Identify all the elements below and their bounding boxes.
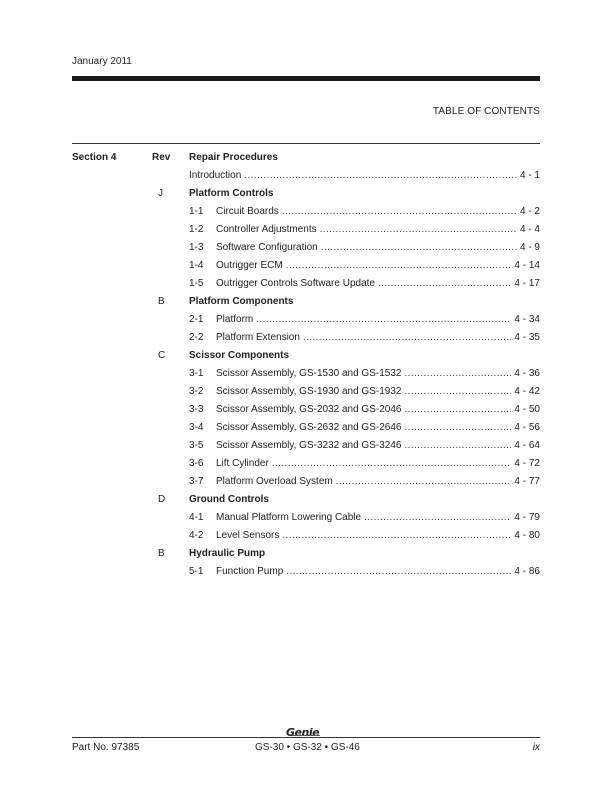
dot-leader (320, 224, 517, 236)
entry-title: Introduction (189, 170, 242, 181)
dot-leader (286, 260, 512, 272)
dot-leader (404, 440, 511, 452)
group-title: Hydraulic Pump (189, 548, 266, 559)
dot-leader (244, 170, 517, 182)
entry-number: 2-2 (189, 332, 204, 343)
toc-entry (152, 206, 540, 224)
entry-title: Platform Overload System (216, 476, 333, 487)
entry-number: 5-1 (189, 566, 204, 577)
group-title: Platform Controls (189, 188, 274, 199)
entry-number: 1-4 (189, 260, 204, 271)
group-title: Platform Components (189, 296, 294, 307)
group-title: Scissor Components (189, 350, 290, 361)
entry-page: 4 - 36 (514, 368, 540, 379)
section-label: Section 4 (72, 152, 117, 163)
entry-line (216, 332, 540, 344)
entry-number: 1-3 (189, 242, 204, 253)
entry-title: Lift Cylinder (216, 458, 269, 469)
toc-entry (152, 332, 540, 350)
entry-line (216, 566, 540, 578)
toc-group-heading (152, 296, 540, 314)
entry-page: 4 - 1 (519, 170, 540, 181)
toc-entry (152, 314, 540, 332)
revision-letter: B (158, 296, 165, 307)
page-title: TABLE OF CONTENTS (432, 106, 540, 117)
entry-page: 4 - 77 (514, 476, 540, 487)
entry-title: Level Sensors (216, 530, 280, 541)
entry-number: 3-3 (189, 404, 204, 415)
footer-divider (72, 737, 540, 738)
entry-number: 3-1 (189, 368, 204, 379)
model-list: GS-30 • GS-32 • GS-46 (255, 742, 360, 753)
entry-title: Platform (216, 314, 254, 325)
entry-line (216, 260, 540, 272)
entry-title: Outrigger Controls Software Update (216, 278, 375, 289)
entry-line (216, 386, 540, 398)
entry-number: 1-1 (189, 206, 204, 217)
genie-logo (286, 723, 326, 737)
dot-leader (404, 404, 511, 416)
entry-title: Scissor Assembly, GS-2632 and GS-2646 (216, 422, 402, 433)
entry-line (216, 512, 540, 524)
entry-line (216, 422, 540, 434)
header-bar (72, 76, 540, 81)
entry-page: 4 - 4 (519, 224, 540, 235)
entry-line (216, 314, 540, 326)
toc-entry (152, 224, 540, 242)
entry-title: Outrigger ECM (216, 260, 283, 271)
toc-entry (152, 404, 540, 422)
entry-number: 3-5 (189, 440, 204, 451)
toc-entry (152, 278, 540, 296)
table-of-contents (152, 152, 540, 584)
dot-leader (364, 512, 511, 524)
entry-line (216, 242, 540, 254)
toc-group-heading (152, 152, 540, 170)
entry-page: 4 - 2 (519, 206, 540, 217)
dot-leader (286, 566, 511, 578)
dot-leader (336, 476, 512, 488)
part-number: Part No. 97385 (72, 742, 140, 753)
toc-entry (152, 530, 540, 548)
entry-page: 4 - 9 (519, 242, 540, 253)
entry-page: 4 - 64 (514, 440, 540, 451)
toc-entry (152, 368, 540, 386)
entry-title: Scissor Assembly, GS-1530 and GS-1532 (216, 368, 402, 379)
dot-leader (282, 206, 517, 218)
entry-line (216, 530, 540, 542)
entry-number: 4-1 (189, 512, 204, 523)
toc-entry (152, 386, 540, 404)
header-date: January 2011 (72, 56, 132, 67)
entry-number: 4-2 (189, 530, 204, 541)
toc-entry (152, 440, 540, 458)
dot-leader (404, 422, 511, 434)
entry-title: Software Configuration (216, 242, 318, 253)
dot-leader (256, 314, 511, 326)
toc-entry (152, 566, 540, 584)
entry-line (216, 206, 540, 218)
entry-title: Scissor Assembly, GS-1930 and GS-1932 (216, 386, 402, 397)
revision-letter: B (158, 548, 165, 559)
dot-leader (282, 530, 511, 542)
entry-title: Scissor Assembly, GS-2032 and GS-2046 (216, 404, 402, 415)
entry-title: Controller Adjustments (216, 224, 317, 235)
entry-page: 4 - 42 (514, 386, 540, 397)
entry-title: Manual Platform Lowering Cable (216, 512, 362, 523)
toc-entry (152, 170, 540, 188)
entry-page: 4 - 56 (514, 422, 540, 433)
revision-letter: C (158, 350, 166, 361)
toc-group-heading (152, 548, 540, 566)
toc-entry (152, 458, 540, 476)
header-divider (72, 143, 540, 144)
entry-number: 3-6 (189, 458, 204, 469)
entry-title: Circuit Boards (216, 206, 279, 217)
toc-entry (152, 512, 540, 530)
entry-number: 3-7 (189, 476, 204, 487)
dot-leader (378, 278, 511, 290)
dot-leader (303, 332, 511, 344)
entry-title: Platform Extension (216, 332, 300, 343)
entry-page: 4 - 17 (514, 278, 540, 289)
revision-letter: Rev (152, 152, 171, 163)
toc-entry (152, 476, 540, 494)
entry-page: 4 - 79 (514, 512, 540, 523)
entry-page: 4 - 86 (514, 566, 540, 577)
group-title: Ground Controls (189, 494, 269, 505)
revision-letter: J (158, 188, 163, 199)
page-number: ix (532, 742, 540, 753)
dot-leader (272, 458, 512, 470)
entry-line (216, 404, 540, 416)
entry-line (216, 224, 540, 236)
entry-number: 2-1 (189, 314, 204, 325)
dot-leader (321, 242, 517, 254)
entry-line (216, 458, 540, 470)
entry-line (216, 278, 540, 290)
toc-entry (152, 422, 540, 440)
dot-leader (404, 386, 511, 398)
entry-line (216, 440, 540, 452)
entry-title: Scissor Assembly, GS-3232 and GS-3246 (216, 440, 402, 451)
toc-group-heading (152, 188, 540, 206)
group-title: Repair Procedures (189, 152, 278, 163)
entry-page: 4 - 50 (514, 404, 540, 415)
toc-group-heading (152, 494, 540, 512)
logo-wordmark: Genie (286, 726, 320, 739)
entry-number: 1-5 (189, 278, 204, 289)
dot-leader (404, 368, 511, 380)
entry-line (216, 368, 540, 380)
entry-number: 3-2 (189, 386, 204, 397)
entry-page: 4 - 80 (514, 530, 540, 541)
entry-page: 4 - 35 (514, 332, 540, 343)
revision-letter: D (158, 494, 166, 505)
toc-group-heading (152, 350, 540, 368)
entry-page: 4 - 72 (514, 458, 540, 469)
entry-number: 3-4 (189, 422, 204, 433)
entry-line (189, 170, 540, 182)
entry-title: Function Pump (216, 566, 284, 577)
entry-line (216, 476, 540, 488)
toc-entry (152, 242, 540, 260)
toc-entry (152, 260, 540, 278)
entry-number: 1-2 (189, 224, 204, 235)
logo-underline (292, 735, 320, 736)
entry-page: 4 - 14 (514, 260, 540, 271)
entry-page: 4 - 34 (514, 314, 540, 325)
